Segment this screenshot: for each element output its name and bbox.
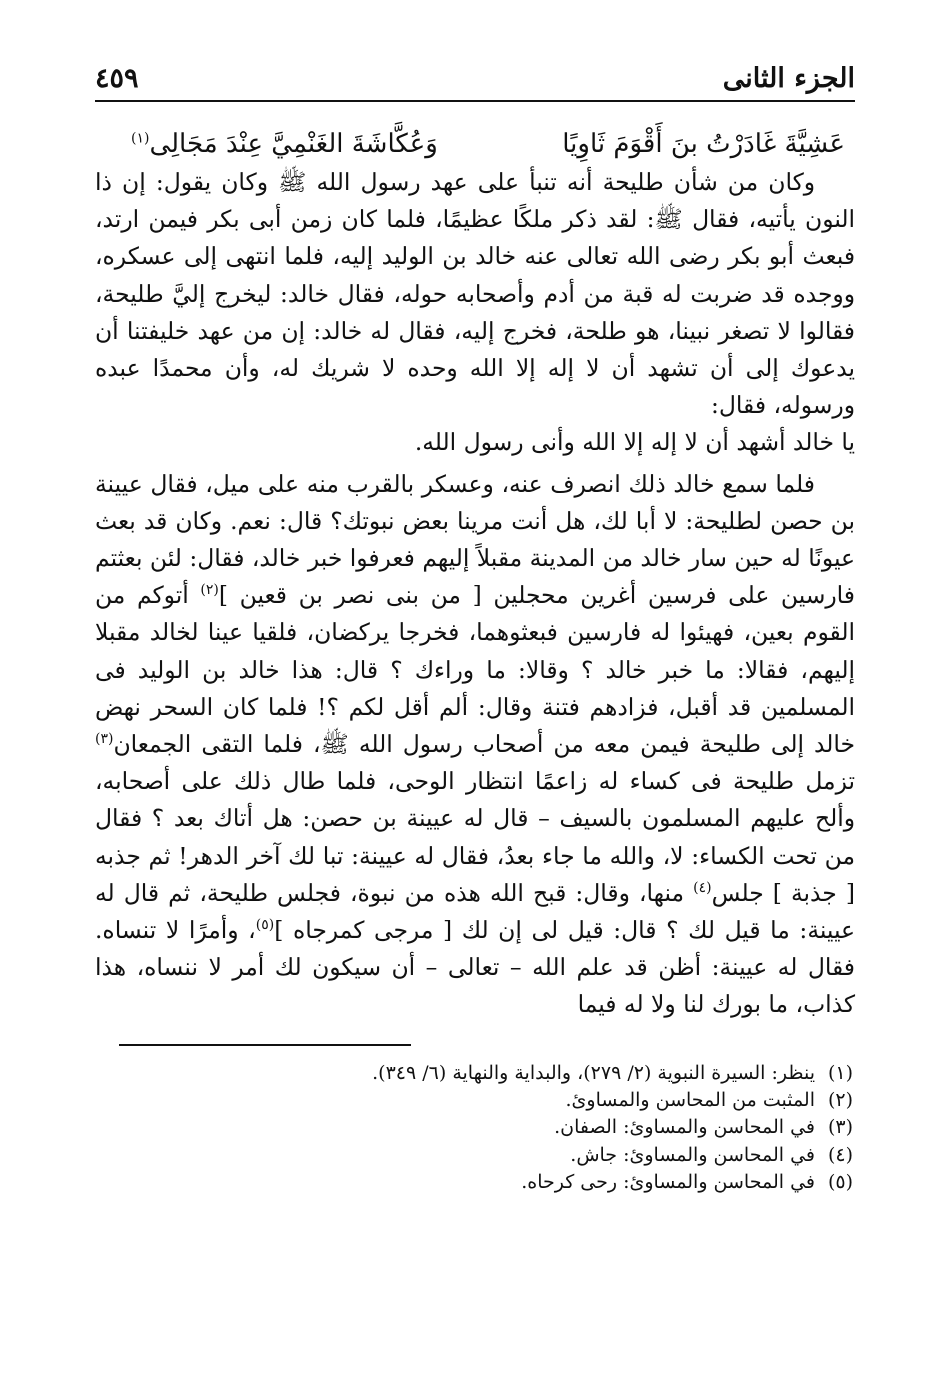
paragraph-2-text: أتوكم من القوم بعين، فهيئوا له فارسين فبعثوهما، فخرجا يركضان، فلقيا عينا لخالد مقبلا إليهم، فقالا: ما خبر خالد ؟ وقالا: ما وراءك ؟ قال: هذا خالد بن الوليد فى المسلمين قد أقبل، فزادهم فتنة وقال: ألم أقل لكم ؟! فلما كان السحر نهض خالد إلى طليحة فيمن معه من أصحاب رسول الله ﷺ، فلما التقى الجمعان: [95, 581, 855, 759]
section-title: الجزء الثانى: [722, 63, 855, 94]
footnote-number: (٥): [827, 1171, 853, 1194]
page-number: ٤٥٩: [95, 63, 139, 94]
footnote-number: (٣): [827, 1116, 853, 1139]
paragraph-1: وكان من شأن طليحة أنه تنبأ على عهد رسول الله ﷺ وكان يقول: إن ذا النون يأتيه، فقال ﷺ: لقد ذكر ملكًا عظيمًا، فلما كان زمن أبى بكر فيمن ارتد، فبعث أبو بكر رضى الله تعالى عنه خالد بن الوليد إليه، فلما انتهى إلى عسكره، ووجده قد ضربت له قبة من أدم وأصحابه حوله، فقال خالد: ليخرج إليَّ طليحة، فقالوا لا تصغر نبينا، هو طلحة، فخرج إليه، فقال له خالد: إن من عهد خليفتنا أن يدعوك إلى أن تشهد أن لا إله إلا الله وحده لا شريك له، وأن محمدًا عبده ورسوله، فقال:: [95, 168, 855, 420]
verse-first-hemistich: عَشِيَّةَ غَادَرْتُ بنَ أَقْوَمَ ثَاوِيًا: [562, 129, 845, 159]
footnote-ref-2: (٢): [200, 582, 219, 599]
footnote-text: في المحاسن والمساوئ: جاش.: [570, 1143, 815, 1166]
footnote-ref-5: (٥): [255, 917, 275, 934]
footnote-text: المثبت من المحاسن والمساوئ.: [565, 1089, 815, 1112]
footnote-text: ينظر: السيرة النبوية (٢/ ٢٧٩)، والبداية والنهاية (٦/ ٣٤٩).: [372, 1061, 815, 1084]
footnote-ref-3: (٣): [95, 731, 114, 748]
paragraph-2-text: منها، وقال: قبح الله هذه من نبوة، فجلس طليحة، ثم قال له عيينة: ما قيل لك ؟ قال: قيل لى إن لك [ مرجى كمرجاه ]: [95, 878, 855, 945]
paragraph-2-text: فلما سمع خالد ذلك انصرف عنه، وعسكر بالقرب منه على ميل، فقال عيينة بن حصن لطليحة: لا أبا لك، هل أنت مرينا بعض نبوتك؟ قال: نعم. وكان قد بعث عيونًا له حين سار خالد من المدينة مقبلاً إليهم فعرفوا خبر خالد، فقال: لئن بعثتم فارسين على فرسين أغرين محجلين [ من بنى نصر بن قعين ]: [95, 469, 855, 610]
paragraph-1-tail: يا خالد أشهد أن لا إله إلا الله وأنى رسول الله.: [414, 428, 855, 457]
footnote-text: في المحاسن والمساوئ: رحى كرحاه.: [521, 1171, 815, 1194]
footnote-separator: [119, 1044, 411, 1046]
footnote-2: [95, 1087, 855, 1114]
footnote-ref-1: (١): [131, 130, 150, 147]
footnote-5: [95, 1169, 855, 1196]
footnote-ref-4: (٤): [693, 880, 712, 897]
footnote-4: [95, 1142, 855, 1169]
footnote-3: [95, 1114, 855, 1141]
footnotes-list: [95, 1060, 855, 1197]
running-head: [95, 40, 855, 102]
footnote-number: (٤): [827, 1143, 853, 1166]
paragraph-2: [95, 466, 855, 1024]
footnote-number: (١): [827, 1061, 853, 1084]
book-page: [95, 40, 855, 1197]
paragraph-2-text: تزمل طليحة فى كساء له زاعمًا انتظار الوحى، فلما طال ذلك على أصحابه، وألح عليهم المسلمون بالسيف – قال له عيينة بن حصن: هل أتاك بعد ؟ فقال من تحت الكساء: لا، والله ما جاء بعدُ، فقال له عيينة: تبا لك آخر الدهر! ثم جذبه [ جذبة ] جلس: [95, 767, 855, 907]
body-text: [95, 164, 855, 1024]
footnote-number: (٢): [827, 1089, 853, 1112]
footnote-text: في المحاسن والمساوئ: الصفان.: [554, 1116, 815, 1139]
verse-second-hemistich: وَعُكَّاشَةَ الغَنْمِيَّ عِنْدَ مَجَالِى$^{(١)}$: [131, 129, 438, 159]
poetry-verse: [95, 124, 855, 164]
paragraph-2-text: ، وأمرًا لا تنساه. فقال له عيينة: أظن قد علم الله – تعالى – أن سيكون لك أمر لا ننساه، هذا كذاب، ما بورك لنا ولا له فيما: [95, 916, 855, 1019]
footnote-1: [95, 1060, 855, 1087]
